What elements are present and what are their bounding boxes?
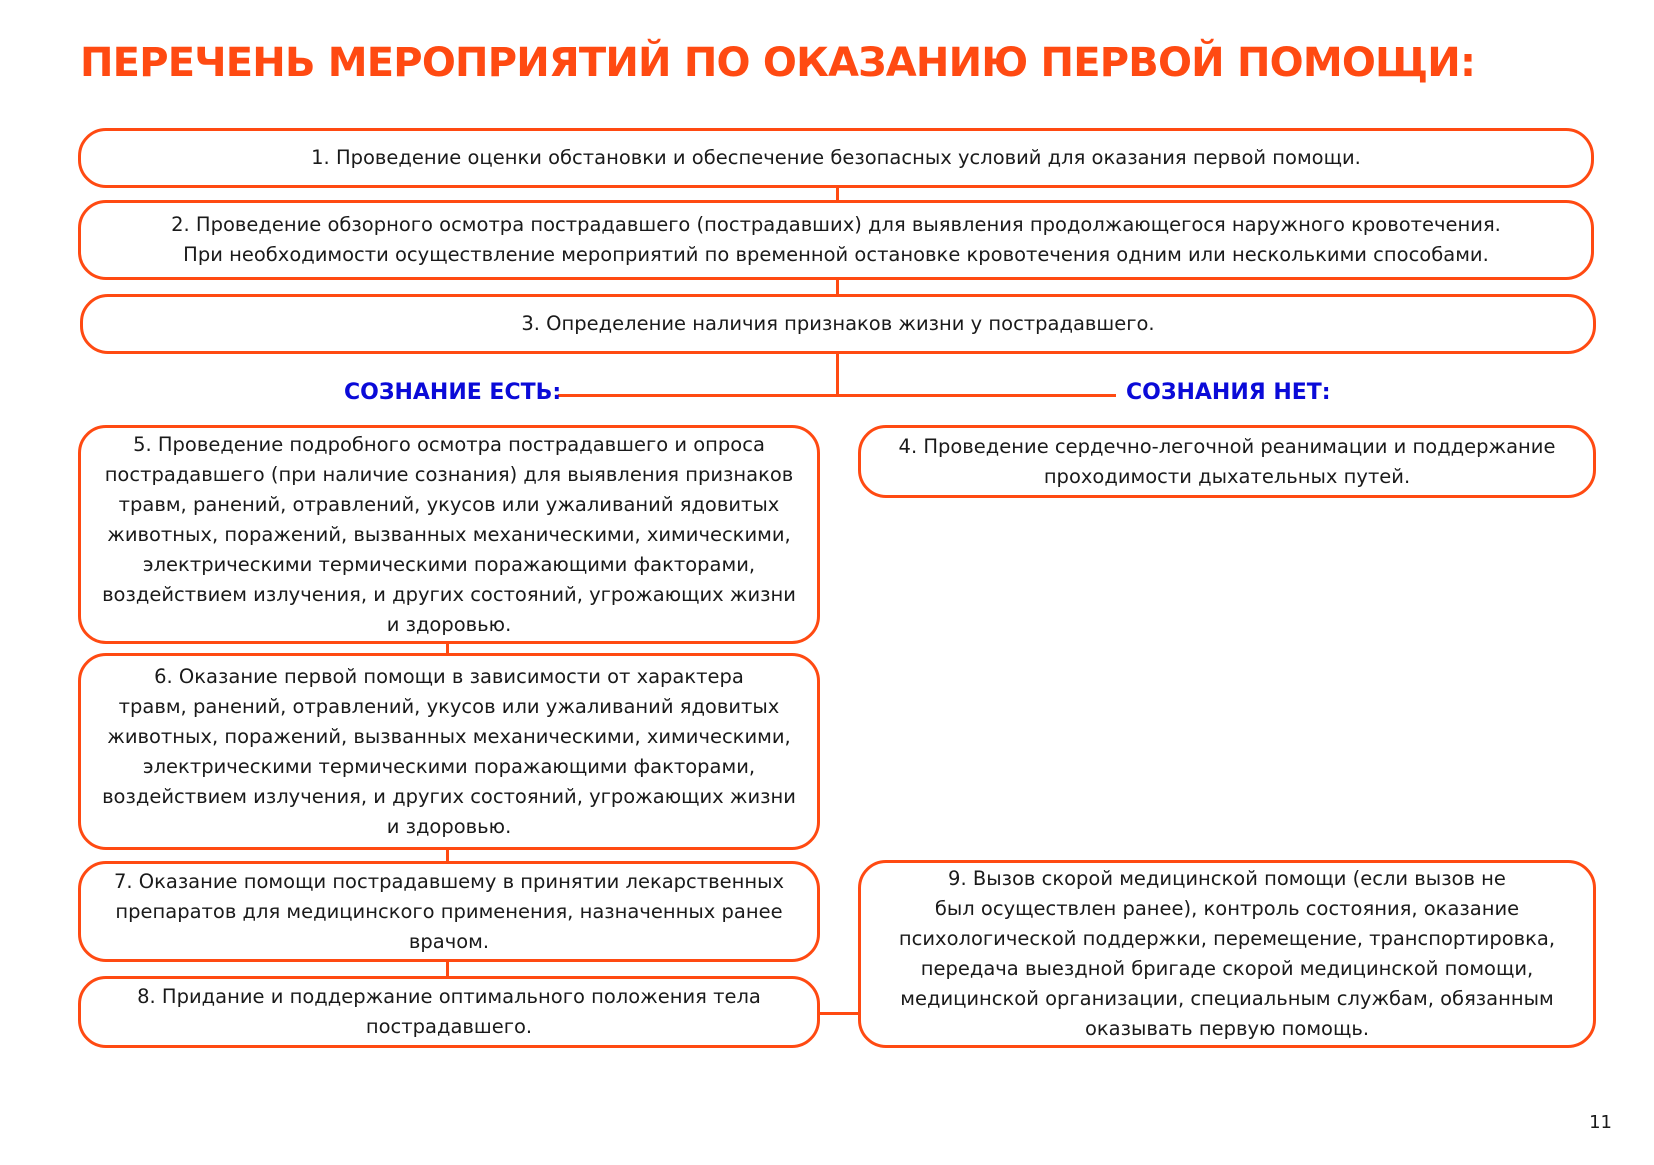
step-box-6 bbox=[78, 653, 820, 850]
page-title: ПЕРЕЧЕНЬ МЕРОПРИЯТИЙ ПО ОКАЗАНИЮ ПЕРВОЙ ПОМОЩИ: bbox=[80, 40, 1476, 86]
step-box-7 bbox=[78, 861, 820, 962]
step-text-5: 5. Проведение подробного осмотра пострадавшего и опроса пострадавшего (при наличие сознания) для выявления признаков травм, ранений, отравлений, укусов или ужаливаний ядовитых животных, поражений, вызванных механическими, химическими, электрическими термическими поражающими факторами, воздействием излучения, и других состояний, угрожающих жизни и здоровью. bbox=[102, 432, 796, 636]
branch-label-unconscious: СОЗНАНИЯ НЕТ: bbox=[1126, 380, 1331, 405]
step-box-3 bbox=[80, 294, 1596, 354]
step-text-8: 8. Придание и поддержание оптимального положения тела пострадавшего. bbox=[137, 985, 761, 1038]
connector-branch-horizontal bbox=[558, 394, 1116, 397]
step-text-2: 2. Проведение обзорного осмотра пострадавшего (пострадавших) для выявления продолжающегося наружного кровотечения. При необходимости осуществление мероприятий по временной остановке кровотечения одним или несколькими способами. bbox=[171, 213, 1501, 266]
connector-8-9 bbox=[816, 1012, 861, 1015]
step-box-5 bbox=[78, 425, 820, 644]
step-box-9 bbox=[858, 860, 1596, 1048]
page-number: 11 bbox=[1589, 1112, 1612, 1133]
step-text-7: 7. Оказание помощи пострадавшему в принятии лекарственных препаратов для медицинского применения, назначенных ранее врачом. bbox=[113, 869, 785, 953]
step-box-8 bbox=[78, 976, 820, 1048]
connector-3-branch bbox=[836, 352, 839, 396]
branch-label-conscious: СОЗНАНИЕ ЕСТЬ: bbox=[344, 380, 562, 405]
step-text-1: 1. Проведение оценки обстановки и обеспечение безопасных условий для оказания первой помощи. bbox=[311, 146, 1361, 169]
step-text-4: 4. Проведение сердечно-легочной реанимации и поддержание проходимости дыхательных путей. bbox=[898, 434, 1556, 488]
step-box-4 bbox=[858, 425, 1596, 498]
step-text-3: 3. Определение наличия признаков жизни у пострадавшего. bbox=[521, 312, 1155, 335]
step-text-9: 9. Вызов скорой медицинской помощи (если вызов не был осуществлен ранее), контроль состояния, оказание психологической поддержки, перемещение, транспортировка, передача выездной бригаде скорой медицинской помощи, медицинской организации, специальным службам, обязанным оказывать первую помощь. bbox=[898, 867, 1556, 1040]
step-text-6: 6. Оказание первой помощи в зависимости от характера травм, ранений, отравлений, укусов или ужаливаний ядовитых животных, поражений, вызванных механическими, химическими, электрическими термическими поражающими факторами, воздействием излучения, и других состояний, угрожающих жизни и здоровью. bbox=[102, 664, 796, 838]
step-box-2 bbox=[78, 200, 1594, 280]
connector-2-3 bbox=[836, 278, 839, 295]
step-box-1 bbox=[78, 128, 1594, 188]
